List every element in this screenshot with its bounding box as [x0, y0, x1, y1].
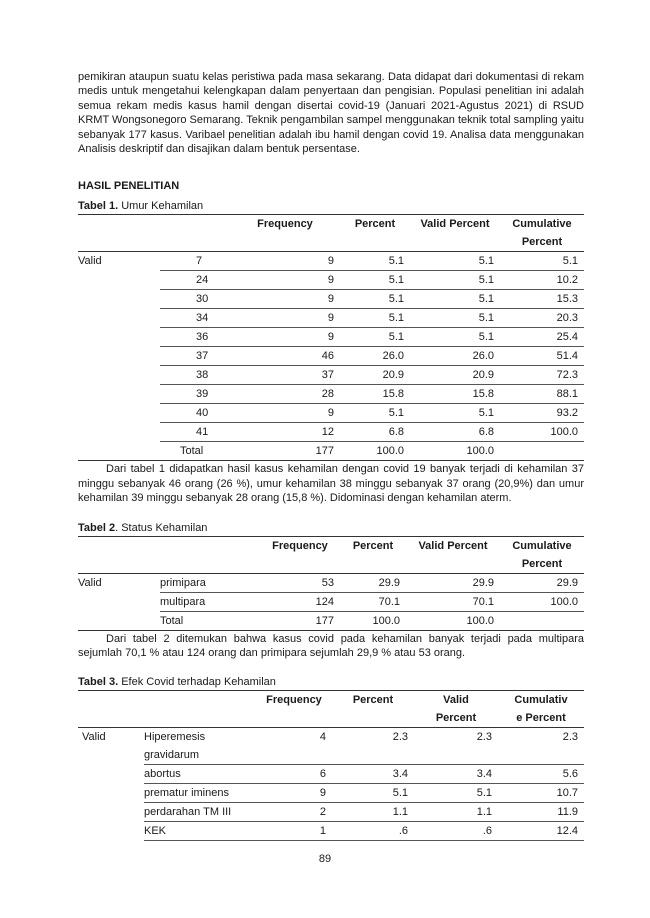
col-valid-percent: Valid Percent: [406, 536, 500, 555]
row-category: 7: [160, 252, 230, 271]
cell-percent: 70.1: [340, 592, 406, 611]
cell-percent: 5.1: [340, 271, 410, 290]
table-row: [78, 290, 584, 309]
cell-valid-percent: 5.1: [410, 309, 500, 328]
cell-cumulative-percent: 51.4: [500, 347, 584, 366]
cell-percent: 1.1: [332, 803, 414, 822]
row-group-label: [78, 592, 160, 611]
cell-frequency: 177: [260, 611, 340, 630]
cell-cumulative-percent: 15.3: [500, 290, 584, 309]
table-row: [78, 765, 584, 784]
table-row: [78, 309, 584, 328]
cell-cumulative-percent: [500, 442, 584, 461]
table-row: [78, 573, 584, 592]
page-number: 89: [318, 853, 332, 865]
paragraph-table2: Dari tabel 2 ditemukan bahwa kasus covid pada kehamilan banyak terjadi pada multipara sejumlah 70,1 % atau 124 orang dan primipara sejumlah 29,9 % atau 53 orang.: [78, 632, 584, 660]
cell-cumulative-percent: 100.0: [500, 592, 584, 611]
table1-caption: Tabel 1. Umur Kehamilan: [78, 200, 204, 213]
row-category: 24: [160, 271, 230, 290]
table-row: [78, 803, 584, 822]
col-valid-percent: Percent: [414, 709, 498, 728]
cell-valid-percent: 26.0: [410, 347, 500, 366]
col-valid-percent: Valid Percent: [410, 215, 500, 234]
row-group-label: [78, 822, 144, 841]
cell-frequency: 9: [230, 328, 340, 347]
cell-frequency: 53: [260, 573, 340, 592]
row-group-label: [78, 423, 160, 442]
cell-frequency: 2: [256, 803, 332, 822]
table1: [78, 214, 584, 461]
col-cumulative-percent: Percent: [500, 555, 584, 574]
cell-valid-percent: 29.9: [406, 573, 500, 592]
cell-valid-percent: 5.1: [414, 784, 498, 803]
cell-percent: 2.3: [332, 728, 414, 765]
table-row: [78, 347, 584, 366]
cell-frequency: 177: [230, 442, 340, 461]
row-group-label: [78, 328, 160, 347]
cell-frequency: 9: [230, 252, 340, 271]
cell-percent: 29.9: [340, 573, 406, 592]
cell-valid-percent: 1.1: [414, 803, 498, 822]
col-cumulative: Cumulative: [500, 536, 584, 555]
cell-percent: 3.4: [332, 765, 414, 784]
cell-percent: 100.0: [340, 611, 406, 630]
row-category: abortus: [144, 765, 256, 784]
table-row: [78, 592, 584, 611]
cell-cumulative-percent: 2.3: [498, 728, 584, 765]
col-percent: Percent: [332, 691, 414, 710]
row-group-label: Valid: [78, 255, 102, 268]
cell-valid-percent: 5.1: [410, 404, 500, 423]
table-row: [78, 271, 584, 290]
cell-frequency: 1: [256, 822, 332, 841]
cell-cumulative-percent: 5.6: [498, 765, 584, 784]
table2-caption: Tabel 2. Status Kehamilan: [78, 521, 208, 534]
table-row: [78, 366, 584, 385]
table-row: [78, 328, 584, 347]
row-group-label: [78, 442, 160, 461]
col-frequency: Frequency: [260, 536, 340, 555]
row-category: 38: [160, 366, 230, 385]
cell-valid-percent: 100.0: [406, 611, 500, 630]
table-row: [78, 822, 584, 841]
row-group-label: [78, 784, 144, 803]
row-group-label: [78, 765, 144, 784]
col-cumulative-percent: e Percent: [498, 709, 584, 728]
col-frequency: Frequency: [230, 215, 340, 234]
cell-frequency: 4: [256, 728, 332, 765]
cell-cumulative-percent: 72.3: [500, 366, 584, 385]
cell-valid-percent: 5.1: [410, 252, 500, 271]
cell-cumulative-percent: 88.1: [500, 385, 584, 404]
cell-valid-percent: 20.9: [410, 366, 500, 385]
table-row: [78, 404, 584, 423]
col-cumulative: Cumulative: [500, 215, 584, 234]
cell-cumulative-percent: 20.3: [500, 309, 584, 328]
row-group-label: [78, 803, 144, 822]
col-percent: Percent: [340, 536, 406, 555]
row-category: Total: [160, 442, 230, 461]
table-total-row: [78, 442, 584, 461]
table-row: [78, 784, 584, 803]
intro-paragraph: pemikiran ataupun suatu kelas peristiwa pada masa sekarang. Data didapat dari dokumentasi di rekam medis untuk mengetahui kelengkapan dalam penyertaan dan pengisian. Populasi penelitian ini adalah semua rekam medis kasus hamil dengan disertai covid-19 (Januari 2021-Agustus 2021) di RSUD KRMT Wongsonegoro Semarang. Teknik pengambilan sampel menggunakan teknik total sampling yaitu sebanyak 177 kasus. Varibael penelitian adalah ibu hamil dengan covid 19. Analisa data menggunakan Analisis deskriptif dan disajikan dalam bentuk persentase.: [78, 71, 584, 156]
cell-percent: 20.9: [340, 366, 410, 385]
cell-valid-percent: 5.1: [410, 290, 500, 309]
row-category: KEK: [144, 822, 256, 841]
cell-percent: 100.0: [340, 442, 410, 461]
cell-percent: 5.1: [340, 309, 410, 328]
row-group-label: [78, 385, 160, 404]
row-group-label: [78, 404, 160, 423]
cell-frequency: 9: [230, 309, 340, 328]
cell-cumulative-percent: 5.1: [500, 252, 584, 271]
row-category: 34: [160, 309, 230, 328]
table3-caption: Tabel 3. Efek Covid terhadap Kehamilan: [78, 676, 276, 689]
row-category-line1: Hiperemesis: [144, 731, 206, 744]
cell-valid-percent: .6: [414, 822, 498, 841]
cell-cumulative-percent: 29.9: [500, 573, 584, 592]
cell-cumulative-percent: 12.4: [498, 822, 584, 841]
cell-frequency: 12: [230, 423, 340, 442]
cell-frequency: 124: [260, 592, 340, 611]
cell-percent: 26.0: [340, 347, 410, 366]
row-category: 36: [160, 328, 230, 347]
row-category: multipara: [160, 592, 260, 611]
cell-frequency: 37: [230, 366, 340, 385]
cell-percent: 15.8: [340, 385, 410, 404]
cell-percent: .6: [332, 822, 414, 841]
row-category: prematur iminens: [144, 784, 256, 803]
table-row: [78, 385, 584, 404]
table-total-row: [78, 611, 584, 630]
row-category: Total: [160, 611, 260, 630]
table-row: [78, 423, 584, 442]
row-group-label: [78, 309, 160, 328]
row-group-label: [78, 347, 160, 366]
col-valid: Valid: [414, 691, 498, 710]
row-category-line2: gravidarum: [144, 749, 200, 762]
row-category: 41: [160, 423, 230, 442]
cell-frequency: 9: [230, 290, 340, 309]
cell-cumulative-percent: 11.9: [498, 803, 584, 822]
cell-percent: 5.1: [340, 404, 410, 423]
row-category: perdarahan TM III: [144, 803, 256, 822]
cell-frequency: 46: [230, 347, 340, 366]
col-cumulative-percent: Percent: [500, 233, 584, 252]
cell-valid-percent: 5.1: [410, 271, 500, 290]
col-frequency: Frequency: [256, 691, 332, 710]
cell-cumulative-percent: 10.2: [500, 271, 584, 290]
row-category: [144, 728, 256, 765]
col-percent: Percent: [340, 215, 410, 234]
cell-cumulative-percent: 10.7: [498, 784, 584, 803]
row-group-label: Valid: [78, 576, 102, 589]
table3: [78, 690, 584, 841]
cell-percent: 5.1: [340, 328, 410, 347]
cell-cumulative-percent: [500, 611, 584, 630]
cell-valid-percent: 2.3: [414, 728, 498, 765]
cell-frequency: 9: [230, 404, 340, 423]
cell-valid-percent: 100.0: [410, 442, 500, 461]
cell-valid-percent: 15.8: [410, 385, 500, 404]
paragraph-table1: Dari tabel 1 didapatkan hasil kasus kehamilan dengan covid 19 banyak terjadi di kehamilan 37 minggu sebanyak 46 orang (26 %), umur kehamilan 38 minggu sebanyak 37 orang (20,9%) dan umur kehamilan 39 minggu sebanyak 28 orang (15,8 %). Didominasi dengan kehamilan aterm.: [78, 463, 584, 505]
cell-cumulative-percent: 93.2: [500, 404, 584, 423]
section-heading: HASIL PENELITIAN: [78, 180, 180, 193]
col-cumulative: Cumulativ: [498, 691, 584, 710]
cell-frequency: 9: [230, 271, 340, 290]
cell-cumulative-percent: 100.0: [500, 423, 584, 442]
table2: [78, 536, 584, 631]
cell-frequency: 6: [256, 765, 332, 784]
cell-valid-percent: 3.4: [414, 765, 498, 784]
cell-valid-percent: 5.1: [410, 328, 500, 347]
row-group-label: [78, 366, 160, 385]
cell-valid-percent: 6.8: [410, 423, 500, 442]
cell-valid-percent: 70.1: [406, 592, 500, 611]
cell-frequency: 28: [230, 385, 340, 404]
row-category: 40: [160, 404, 230, 423]
cell-percent: 5.1: [332, 784, 414, 803]
cell-cumulative-percent: 25.4: [500, 328, 584, 347]
row-group-label: [78, 271, 160, 290]
page-content: [78, 70, 584, 841]
row-group-label: [78, 290, 160, 309]
cell-percent: 5.1: [340, 252, 410, 271]
row-category: primipara: [160, 573, 260, 592]
row-category: 30: [160, 290, 230, 309]
row-category: 37: [160, 347, 230, 366]
cell-percent: 6.8: [340, 423, 410, 442]
table-row: [78, 728, 584, 765]
cell-percent: 5.1: [340, 290, 410, 309]
cell-frequency: 9: [256, 784, 332, 803]
row-category: 39: [160, 385, 230, 404]
row-group-label: [78, 611, 160, 630]
table-row: [78, 252, 584, 271]
row-group-label: Valid: [82, 731, 106, 744]
